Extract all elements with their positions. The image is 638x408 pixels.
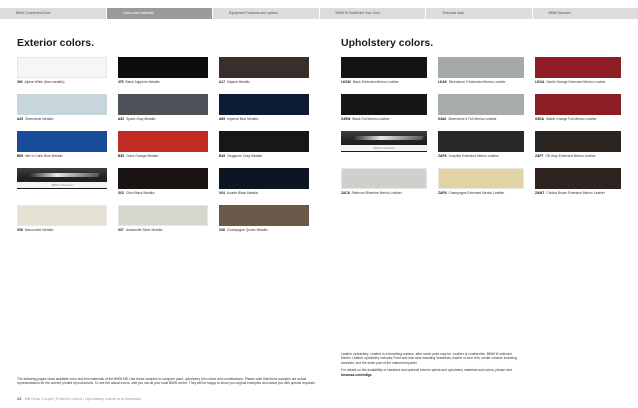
swatch-code: LKA9 [438,80,447,84]
swatch-name: Sakhir Orange Full Merino Leather [545,117,597,121]
color-swatch [341,168,427,189]
bmw-individual-badge: BMW Individual [341,145,427,151]
disclaimer-text: The following pages show available color and trim materials of the BMW M8. Use these samples to compare paint, upholstery trim colors and combinations. Please note that these samples are actual representations for the current printed reproductions. To see the actual colors, visit you can at your local BMW center. They will be happy to show you original examples and assist you with special requests. [17,377,316,386]
swatch-code: ZAP7 [535,154,544,158]
color-swatch-item [535,131,621,168]
swatch-label [341,191,402,195]
color-swatch [17,57,107,78]
swatch-label [438,80,506,84]
swatch-label [118,154,159,158]
swatch-label [118,80,160,84]
upholstery-colors-heading: Upholstery colors. [341,37,434,49]
swatch-name: Mojave Metallic [227,80,250,84]
swatch-code: ZAP8 [438,154,447,158]
swatch-code: B39 [118,154,125,158]
swatch-name: Champagne Quartz Metallic [226,228,268,232]
swatch-label [219,191,258,195]
swatch-code: 475 [118,80,124,84]
exterior-colors-heading: Exterior colors. [17,37,95,49]
swatch-code: LKGA [535,80,545,84]
color-swatch-item [341,131,427,168]
swatch-name: Azurite Black Metallic [226,191,259,195]
swatch-label [535,191,605,195]
bmwusa-link[interactable]: bmwusa.com/m8gc. [341,372,373,377]
swatch-code: A29 [17,117,24,121]
swatch-code: ZAWT [535,191,545,195]
color-swatch [118,168,208,189]
color-swatch-item [438,168,524,205]
swatch-label [219,154,262,158]
swatch-name: Black Sapphire Metallic [125,80,160,84]
color-swatch-item [118,57,208,94]
upholstery-notes [341,352,521,377]
color-swatch-item [341,168,427,205]
swatch-code: X08 [17,228,23,232]
color-swatch-item [17,205,107,242]
color-swatch-item [118,131,208,168]
availability-note [341,368,521,377]
swatch-name: Off Gray Extended Merino Leather [545,154,596,158]
color-swatch-item [17,57,107,94]
color-swatch [535,168,621,189]
color-swatch-item [438,57,524,94]
swatch-name: Graphite Extended Merino Leather [448,154,500,158]
color-swatch-item [219,168,309,205]
swatch-code: X3A9 [438,117,447,121]
swatch-label [118,228,163,232]
color-swatch-item [341,94,427,131]
swatch-code: A17 [219,80,226,84]
color-swatch [341,57,427,78]
color-swatch [219,131,309,152]
swatch-name: Silverstone Metallic [25,117,54,121]
color-swatch-item [118,168,208,205]
swatch-name: Citrin Black Metallic [125,191,155,195]
swatch-name: Amazonite Silver Metallic [125,228,163,232]
nav-tab[interactable]: Colors and materials [107,8,213,19]
color-swatch-item [118,205,208,242]
leather-note: Leather upholstery: Leather is a breathing surface, after some point may be. Leather is Leatherette. BMW M selected Merino Leather upholstery includes Front and rear seat including headrests, inserts in door trim, center console including armrests, and the lower part of the instrument panel. [341,352,517,365]
swatch-name: Cubic Orange Metallic [126,154,159,158]
swatch-name: Singapore Gray Metallic [227,154,263,158]
swatch-code: X02 [118,191,124,195]
swatch-code: B05 [17,154,24,158]
color-swatch [535,131,621,152]
swatch-code: LKSW [341,80,351,84]
color-swatch [17,205,107,226]
swatch-code: B45 [219,154,226,158]
color-swatch-item [438,131,524,168]
swatch-code: X08 [219,228,225,232]
swatch-label [118,191,155,195]
swatch-code: X3GA [535,117,544,121]
swatch-label [219,80,250,84]
color-swatch [118,205,208,226]
color-swatch [118,94,208,115]
color-swatch [438,131,524,152]
swatch-label [219,117,258,121]
bmw-individual-logo-icon [352,136,423,140]
swatch-code: X3SW [341,117,351,121]
swatch-name: Silverstone II Full Merino Leather [448,117,497,121]
color-swatch [17,94,107,115]
color-swatch-item [17,168,107,205]
color-swatch [341,131,427,152]
swatch-label [17,117,53,121]
nav-tab[interactable]: Technical data [426,8,532,19]
swatch-label [219,228,268,232]
swatch-name: Macoundre Metallic [24,228,54,232]
swatch-name: Imperial Blue Metallic [227,117,259,121]
color-swatch-item [341,57,427,94]
swatch-name: Alpine White (Non-metallic) [24,80,65,84]
swatch-name: Black Full Merino Leather [352,117,390,121]
color-swatch [219,94,309,115]
nav-tab[interactable]: BMW M Sofa/Build Your Own [320,8,426,19]
color-swatch [438,57,524,78]
page-number: 22 [17,396,22,401]
nav-tab[interactable]: BMW Connected Drive [0,8,106,19]
color-swatch-item [535,168,621,205]
color-swatch-item [17,131,107,168]
swatch-label [118,117,156,121]
swatch-code: X04 [219,191,225,195]
swatch-name: Champagne Extended Merino Leather [448,191,505,195]
color-swatch-item [219,131,309,168]
exterior-swatch-grid [17,57,309,242]
footer-text: M8 Gran Coupe | Exterior colors | Upholstery colors and materials [24,396,142,401]
swatch-code: 300 [17,80,23,84]
swatch-label [535,80,606,84]
color-swatch-item [535,57,621,94]
swatch-label [535,117,597,121]
color-swatch [535,57,621,78]
swatch-label [535,154,596,158]
color-swatch [535,94,621,115]
swatch-label [17,228,53,232]
color-swatch [219,168,309,189]
swatch-label [438,191,504,195]
swatch-name: Black Extended Merino Leather [352,80,399,84]
page-footer [17,396,141,401]
bmw-individual-badge: BMW Individual [17,182,107,188]
swatch-label [341,80,399,84]
color-swatch [17,131,107,152]
color-swatch-item [17,94,107,131]
swatch-code: A89 [219,117,226,121]
swatch-code: A52 [118,117,125,121]
bmw-individual-logo-icon [28,173,99,177]
swatch-name: Cohiba Brown Extended Merino Leather [546,191,605,195]
swatch-name: Mer to Carlo Blue Metallic [25,154,63,158]
swatch-code: X07 [118,228,124,232]
color-swatch-item [219,94,309,131]
color-swatch-item [118,94,208,131]
nav-tab[interactable]: BMW Services [533,8,638,19]
swatch-label [17,154,63,158]
color-swatch [219,57,309,78]
swatch-code: ZAP8 [438,191,447,195]
color-swatch-item [438,94,524,131]
nav-tab[interactable]: Equipment Features and options [213,8,319,19]
color-swatch-item [219,205,309,242]
color-swatch [219,205,309,226]
color-swatch [118,131,208,152]
color-swatch-item [535,94,621,131]
color-swatch [438,94,524,115]
swatch-code: ZAC8 [341,191,350,195]
swatch-label [438,154,499,158]
swatch-label [17,80,64,84]
top-navigation [0,8,638,19]
swatch-name: Silverstone II Extended Merino Leather [448,80,506,84]
swatch-name: Platinum Silverline Merino Leather [351,191,402,195]
color-swatch [341,94,427,115]
swatch-name: Sakhir Orange Extended Merino Leather [546,80,606,84]
swatch-label [341,117,390,121]
color-swatch [118,57,208,78]
upholstery-swatch-grid [341,57,621,205]
swatch-label [438,117,497,121]
color-swatch [17,168,107,189]
availability-note-text: For details on the availability of standard and optional exterior paints and upholstery materials and colors, please visit [341,368,512,373]
color-swatch-item [219,57,309,94]
swatch-name: Space Gray Metallic [126,117,156,121]
color-swatch [438,168,524,189]
